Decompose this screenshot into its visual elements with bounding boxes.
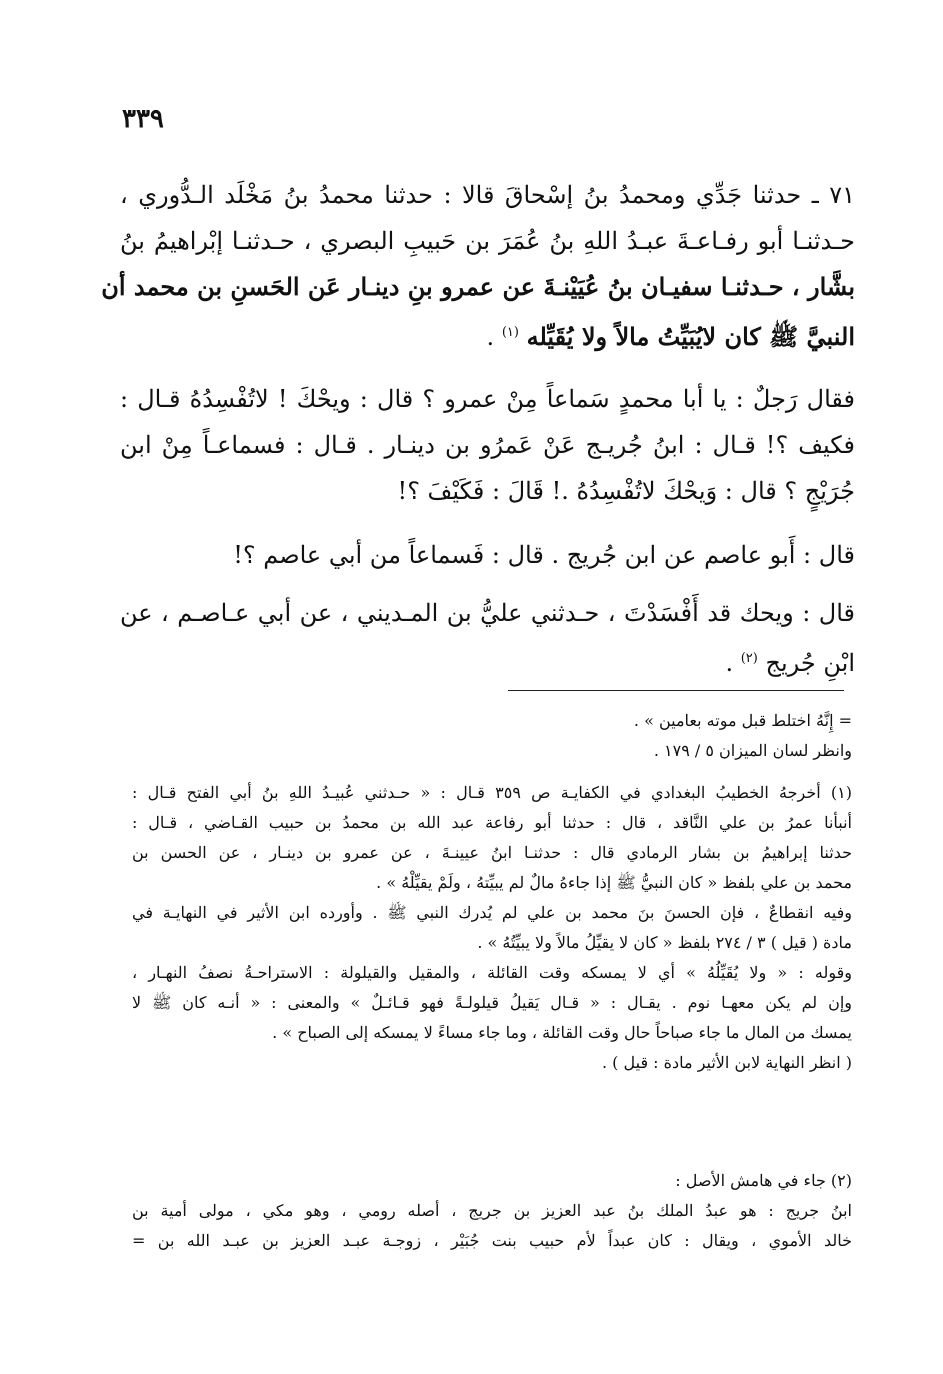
text-line: حـدثنـا أبو رفـاعـةَ عبـدُ اللهِ بنُ عُمَرَ بن حَبيبِ البصري ، حـدثنـا إبْراهيمُ بنُ [120,227,855,255]
footnote-1 [132,778,852,1078]
footnote-ref-2: (٢) [740,651,758,666]
footnote-line: أنبأنا عمرُ بن علي النَّاقد ، قال : حدثنا أبو رفاعة عبد الله بن محمدُ بن حبيب القـاضي ، قـال : [132,813,852,832]
page-number: ٣٣٩ [122,104,164,134]
full-stop: . [725,649,734,677]
full-stop: . [486,323,495,351]
footnote-line: مادة ( قيل ) ٣ / ٢٧٤ بلفظ « كان لا يقيِّلُ مالاً ولا يبيِّتُهُ » . [477,933,852,952]
text-line: فكيف ؟! قـال : ابنُ جُريـج عَنْ عَمرُو بن دينـار . قـال : فسماعـاً مِنْ ابن [120,431,855,459]
text-line: فقال رَجلٌ : يا أبا محمدٍ سَماعاً مِنْ عمرو ؟ قال : ويحْكَ ! لاتُفْسِدُهُ قـال : [120,385,855,413]
text-line: بشَّار ، حـدثنـا سفيـان بنُ عُيَيْنـةَ عن عمرو بنِ دينـار عَن الحَسنِ بن محمد أن [101,272,855,301]
footnote-line: = إِنَّهُ اختلط قبل موته بعامين » . [633,711,852,730]
text-line [120,636,855,686]
footnote-line: يمسك من المال ما جاء صباحاً حال وقت القائلة ، وما جاء مساءً لا يمسكه إلى الصباح » . [272,1023,852,1042]
footnote-line: ( انظر النهاية لابن الأثير مادة : قيل ) . [602,1053,852,1072]
footnote-line: (١) أخرجهُ الخطيبُ البغدادي في الكفايـة ص ٣٥٩ قـال : « حـدثني عُبيـدُ اللهِ بنُ أبي الفتح قـال : [132,783,852,802]
hadith-matn: النبيَّ ﷺ كان لايُبَيِّتُ مالاً ولا يُقَيِّله [526,322,855,351]
footnote-2 [132,1166,852,1256]
text-line: جُرَيْجٍ ؟ قال : وَيحْكَ لاتُفْسِدُهُ .! قَالَ : فَكَيْفَ ؟! [397,477,855,505]
hadith-71-paragraph [101,172,855,360]
text-line: ٧١ ـ حدثنا جَدِّي ومحمدُ بنُ إسْحاقَ قالا : حدثنا محمدُ بنُ مَخْلَد الـدُّوري ، [120,181,855,209]
footnote-line: وقوله : « ولا يُقَيِّلُهُ » أي لا يمسكه وقت القائلة ، والمقيل والقيلولة : الاستراحـةُ نصفُ النهـار ، [132,963,852,982]
footnote-ref-1: (١) [501,325,519,340]
text-line [120,310,855,360]
footnote-line: خالد الأموي ، ويقال : كان عبداً لأم حبيب بنت جُبَيْر ، زوجـة عبـد العزيز بن عبـد الله بن = [132,1231,852,1250]
footnote-line: ابنُ جريج : هو عبدُ الملك بنُ عبد العزيز بن جريج ، أصله رومي ، وهو مكي ، مولى أمية بن [132,1201,852,1220]
footnote-line: وفيه انقطاعٌ ، فإن الحسنَ بنَ محمد بن علي لم يُدرك النبي ﷺ . وأورده ابن الأثير في النهايـة في [132,903,852,922]
footnote-separator [508,690,844,691]
footnote-line: محمد بن علي بلفظ « كان النبيُّ ﷺ إذا جاءهُ مالٌ لم يبيِّتهُ ، ولَمْ يقيِّلْهُ » . [376,873,852,892]
footnote-line: وإن لم يكن معهـا نوم . يقـال : « قـال يَقيلُ قيلولـةً فهو قـائـلٌ » والمعنى : « أنـه كان ﷺ لا [132,993,852,1012]
dialogue-paragraph-3 [120,590,855,686]
footnote-line: وانظر لسان الميزان ٥ / ١٧٩ . [653,741,852,760]
text-line: قال : ويحك قد أَفْسَدْتَ ، حـدثني عليُّ بن المـديني ، عن أبي عـاصـم ، عن [120,599,855,627]
footnote-line: (٢) جاء في هامش الأصل : [675,1171,852,1190]
narrator-name: ابْنِ جُريج [765,649,855,677]
text-line: قال : أَبو عاصم عن ابن جُريج . قال : فَسماعاً من أبي عاصم ؟! [233,541,855,569]
dialogue-paragraph-1 [120,376,855,514]
footnote-line: حدثنا إبراهيمُ بن بشار الرمادي قال : حدثنـا ابنُ عيينـةَ ، عن عمرو بن دينـار ، عن الحسن بن [132,843,852,862]
footnote-continuation [132,706,852,766]
dialogue-paragraph-2 [120,532,855,578]
